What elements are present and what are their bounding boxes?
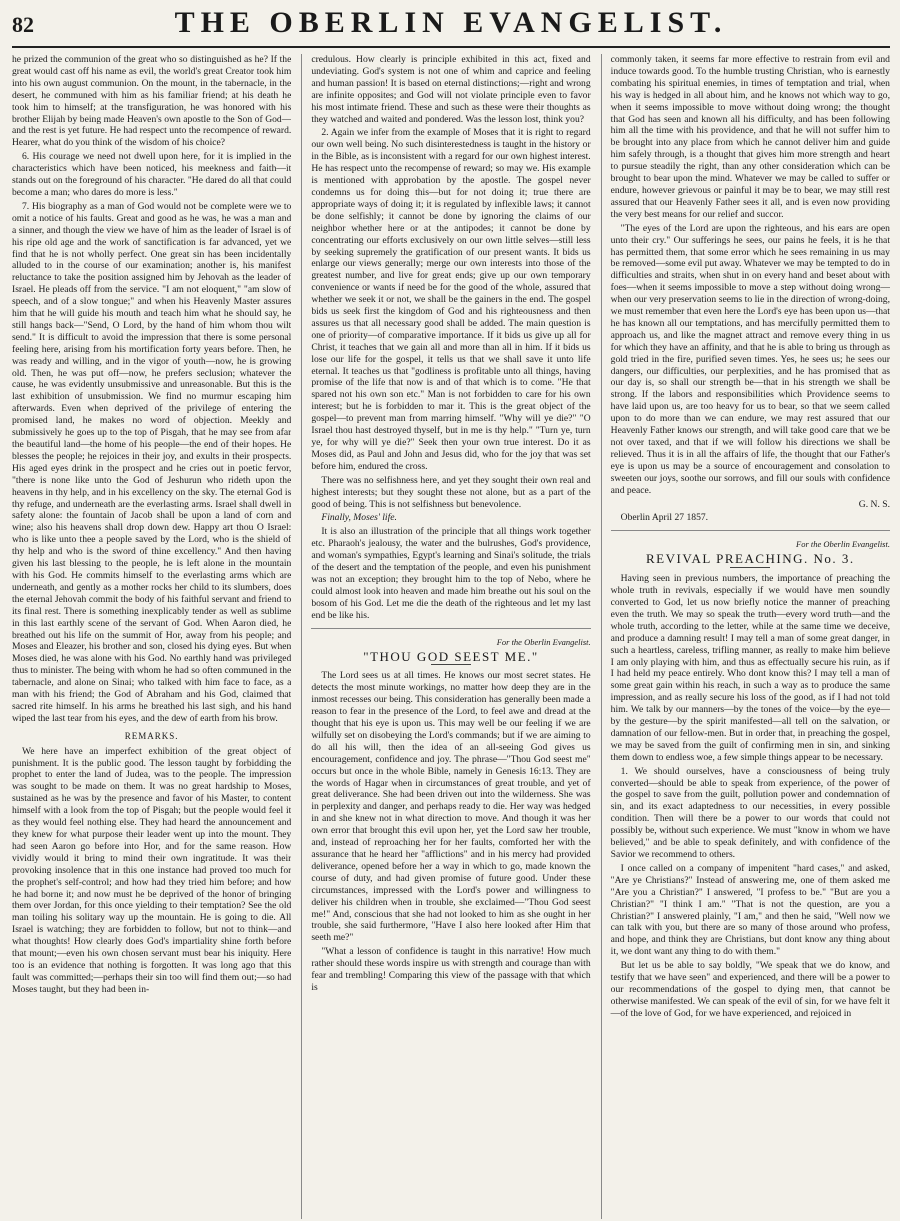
paragraph: I once called on a company of impenitent "hard cases," and asked, "Are ye Christians?" Instead of answering me, one of them asked me "Are you a Christian?" I answered, "I profess to be." "But are you a Christian?" "I think I am." "That is not the question, are you a Christian?" I answered plainly, "I am," and then he said, "Well now we can talk with you, but there are so many of those around who profess, and hope, and think they are Christians, but dont know any thing about it, we dont want any thing to do with them." [610, 862, 890, 958]
paragraph: 1. We should ourselves, have a consciousness of being truly converted—should be able to speak from experience, of the power of the gospel to save from the guilt, pollution power and condemnation of sin, and its exact adaptedness to our necessities, in every possible condition. Then will there be a power to our words that could not possibly be, without such experience. We must "know in whom we have believed," and be able to speak definitely, and with confidence of the Savior we recommend to others. [610, 765, 890, 860]
masthead [12, 6, 890, 48]
paragraph: The Lord sees us at all times. He knows our most secret states. He detects the most minute workings, no matter how deep they are in the inmost recesses our being. This consideration has generally been made a reason to fear in the presence of the Lord, to feel awe and dread at the thought that his eye is upon us. This may well be our feeling if we are wilfully set on disobeying the Lord's commands; but if we are aiming to do all his will, then the idea of an all-seeing God gives us encouragement, confidence and joy. The phrase—"Thou God seest me" occurs but once in the whole Bible, namely in Genesis 16:13. They are the words of Hagar when in circumstances of great trouble, and yet of great deliverance. She had been driven out into the wilderness. She was in perplexity and danger, and perhaps ready to die. Her way was hedged in and she knew not in what direction to move. And though it was her own error that brought this evil upon her, yet the Lord saw her trouble, and, instead of reproaching her for her faults, comforted her with the assurance that he heard her "afflictions" and in his mercy had provided deliverance, opened before her a way in which to go, made known the course of duty, and had given promise of future good. Under these circumstances, impressed with the Lord's power and willingness to deliver his children when in trouble, she exclaimed—"Thou God seest me!" And, conscious that she had not looked to him as she ought in her trouble, she said furthermore, "Have I also here looked after Him that seeth me?" [311, 670, 591, 944]
column-3 [601, 54, 890, 1219]
paragraph: he prized the communion of the great who so distinguished as he? If the great would cast off his name as evil, the world's great Creator took him into his own august communion. On the mount, in the tabernacle, in the desert, he communed with him as his familiar friend; at his death he took him to himself; at the transfiguration, he was honored with his brother Elijah by being made Heaven's own apostle to the Son of God—and the rest is yet future. He had respect unto the recompence of reward. Hearer, what do you think of the wisdom of his choice? [12, 54, 292, 149]
signature: G. N. S. [858, 498, 890, 510]
article-title: REVIVAL PREACHING. No. 3. [645, 551, 855, 567]
paragraph: 6. His courage we need not dwell upon here, for it is implied in the characteristics which have been noticed, his meekness and faith—it stands out on the foreground of his character. "He dared do all that could become a man; who dares do more is less." [12, 151, 292, 198]
page-number: 82 [12, 12, 34, 37]
paragraph: There was no selfishness here, and yet they sought their own real and highest interests; but they sought these not alone, but as a part of the good of being. This is not selfishness but benevolence. [311, 474, 591, 510]
divider [611, 530, 890, 531]
paper-title: THE OBERLIN EVANGELIST. [174, 6, 728, 39]
paragraph: 7. His biography as a man of God would not be complete were we to omit a notice of his faults. Great and good as he was, he was a man and a sinner, and though the view we have of him as the leader of Israel is of his ripe old age and the work of sanctification is far advanced, yet we find that he is not wholly perfect. One great sin has been incidentally alluded to in the course of our examination; another is, his manifest reluctance to take the position assigned him by Jehovah as the leader of Israel. He pleads off from the service. "I am not eloquent," "am slow of speech, and of a slow tongue;" and when his Heavenly Master assures him that he will guide his mouth and teach him what he should say, he still hangs back—"Send, O Lord, by the hand of him whom thou wilt send." It is difficult to avoid the impression that there is some personal feeling here, arising from his mortification forty years before. Then, he was ready and willing, and in the vigor of youth—now, he is growing old. Then, he was put off—now, he prefers seclusion; whatever the cause, he was evidently unsubmissive and unreasonable. But this is the last exhibition of unsubmission. We find no murmur escaping him afterwards. Even when deprived of the privilege of entering the promised land, he makes no word of objection. Meekly and submissively he goes up to the top of Pisgah, that he may see from afar the beautiful land—the home of his people—the end of their hopes. He blesses the people; he rejoices in their joy, and exults in their prospects. His aged eyes drink in the prospect and he cries out in poetic fervor, "there is none like unto the God of Jeshurun who rideth upon the heavens in thy help, and in his excellency on the sky. The eternal God is thy refuge, and underneath are the everlasting arms. Israel shall dwell in safety alone: the fountain of Jacob shall be upon a land of corn and wine; also his heavens shall drop down dew. Happy art thou O Israel: who is like unto thee a people saved by the Lord, who is the shield of thy help and who is the sword of thine excellency." And then having given his last blessing to the people, he is left alone in the mountain with his God. He commits himself to the everlasting arms which are underneath, and gently as a mother rocks her child to its slumbers, does the eternal Jehovah commit the body of his faithful servant and friend to its final rest. There is something inexplicably tender as well as sublime in this last earthly scene of the servant of God. When Aaron died, he breathed out his life on the summit of Hor, away from his people; and Moses and Eleazer, his brother and son, closed his dying eyes. But when Moses died, he was alone with his God. No earthly hand was privileged thus to minister. The being with whom he had so often communed in the tabernacle, and alone on Sinai; who talked with him face to face, as a man with his friend; the God of Abraham and his God, claimed that sacred rite himself. In his arms he breathed his last sigh, and his hand wiped the last tear from his eyes, and the dew of earth from his brow. [12, 200, 292, 724]
column-1 [12, 54, 291, 1219]
paragraph: "The eyes of the Lord are upon the righteous, and his ears are open unto their cry." Our sufferings he sees, our pains he feels, it is he that has permitted them, that some error which he sees remaining in us may be removed—some evil put away. Whatever we may be tempted to do in difficulties and straits, when shut in on every hand and beset about with foes—when it seems impossible to move a step without doing wrong—when our very preservation seems to lie in the direction of wrong-doing, we must remember that even here the Lord's eye has been upon us—that he has known all our temptations, and has mercifully permitted them to approach us, and like the magnet attract and remove every thing in us for which they have an affinity, and that he is able to bring us through as gold tried in the fire, purified seven times. Yes, he sees us; he sees our dangers, our difficulties, our perplexities, and he has promised that as our day is, so shall our strength be—that in his strength we shall be strong. If the labors and responsibilities which Providence seems to have laid upon us, are too heavy for us to bear, so that we seem called upon to do more than we can endure, we may rest assured that our Heavenly Father knows our strength, and will take good care that we be not over taxed, and that if we will follow his directions we shall be relieved. Thus it is in all the affairs of life, the thought that our Father's eye is upon us may be a source of encouragement and consolation to sweeten our joys, soothe our sorrows, and fill our souls with confidence and peace. [610, 222, 890, 496]
columns [12, 54, 890, 1219]
column-2 [301, 54, 590, 1219]
paragraph: "What a lesson of confidence is taught in this narrative! How much rather should these words inspire us with strength and courage than with fear and trembling! Comparing this view of the passage with that which is [311, 946, 591, 993]
paragraph: Having seen in previous numbers, the importance of preaching the whole truth in revivals, especially if we would have men soundly converted to God, let us now briefly notice the manner of preaching even the truth. We may so speak the truth—every word truth—and the whole truth, according to the letter, while at the same time we deceive, and produce a damning result! I may tell a man of some great danger, in such a heartless, careless, trifling manner, as really to make him believe I am only playing with him, and thus as effectually secure his ruin, as if I had held my peace entirely. Who dont know this? I may tell a man of some great gain within his reach, in such a way as to produce the same impression, and as really secure his loss of the good, as if I had not told him. We talk by our manners—by the tones of the voice—by the eye—by the gesture—by the spirit manifested—all tell on the salvation, or damnation of our fellow-men. But in order that, in preaching the gospel, we may be saved from the guilt of confirming men in sin, and sinking them down to endless woe, a few simple things appear to be necessary. [610, 573, 890, 763]
remarks-heading: REMARKS. [124, 730, 179, 741]
paragraph: We here have an imperfect exhibition of the great object of punishment. It is the public good. The lesson taught by forbidding the prophet to enter the land of Judea, was to the people. The impression was sought to be made on them. It was no great hardship to Moses, sustained as he was by the presence and favor of his Master, to content himself with a look from the top of Pisgah; but the people would feel it as they would feel nothing else. They had heard the announcement and they knew for what purpose their leader went up into the mount. They had seen Aaron go before into Hor, and for the same reason. How vividly would it bring to mind their own ingratitude. It was their provoking insolence that in this one instance had proved too much for the prophet's self-control; and how had they tried him before; and how he had borne it; and now must he be deprived of the honor of bringing them over Jordan, for this once yielding to their temptation? See the old man toiling his solitary way up the mountain. He is going to die. All Israel is watching; they are forbidden to follow, but not to think—and what thoughts! How clearly does God's impartiality shine forth before that mount;—even his own chosen servant must bear his iniquity. Here too is an evidence that nothing is forgotten. It was long ago that this fault was committed;—perhaps their sin too will find them out;—so had Moses taught, but they had been in- [12, 745, 292, 995]
paragraph: 2. Again we infer from the example of Moses that it is right to regard our own well being. No such disinterestedness is taught in the history or in the Bible, as is inconsistent with a regard for our own highest interest. He has respect unto the recompense of reward; so may we. His example is mentioned with approbation by the apostle. The gospel never condemns us for doing this—but for not doing it; true there are appropriate ways of doing it; it is regulated by inflexible laws; it cannot be done selfishly; it cannot be done by ignoring the claims of our neighbor whether here or at the antipodes; it cannot be done by concentrating our efforts exclusively on our own little selves—still less by seeking supremely the gratification of our present wants. It bids us enlarge our views generally; merge our own interests into those of the greatest number, and live for great ends; give up our own temporary convenience or wants if need be for the good of the whole, assured that whether we seek it or not, we shall be the gainers in the end. The gospel bids us seek first the kingdom of God and his righteousness and then assures us that all necessary good shall be added. The main question is one of priority—of comparative importance. If it bids us give up all for Christ, it teaches that we gain all and more than all in him. If it bids us lose our life for the gospel, it tells us that we shall save it unto life eternal. It teaches us that "godliness is profitable unto all things, having promise of the life that now is and of that which is to come. "He that spared not his own son etc." Man is not forbidden to care for his own interest; but he is forbidden to mar it. This is the great object of the gospel—to prevent man from marring himself. "Why will ye die?" "O Israel thou hast destroyed thyself, but in me is thy help." "Turn ye, turn ye, for why will ye die?" Seek then your own true interest. Do it as Moses did, as Paul and John and Jesus did, who for the joy that was set before him, endured the cross. [311, 127, 591, 472]
paragraph: credulous. How clearly is principle exhibited in this act, fixed and undeviating. God's system is not one of whim and caprice and feeling and human passion! It is based on eternal distinctions;—right and wrong are infinite opposites; and God will not violate principle even to favor his most intimate friend. These and such as these were their thoughts as they watched and waited and pondered. Was the lesson lost, think you? [311, 54, 591, 125]
dateline: Oberlin April 27 1857. [620, 512, 709, 524]
subheading: Finally, Moses' life. [321, 512, 397, 524]
divider [311, 628, 590, 629]
article-title: "THOU GOD SEEST ME." [363, 648, 539, 664]
paragraph: It is also an illustration of the principle that all things work together etc. Pharaoh's jealousy, the water and the bulrushes, God's providence, and woman's sympathies, Egypt's learning and Sinai's solitude, the trials of the desert and the temptation of the people, and even his punishment was not an exception; they brought him to the top of Nebo, where he could almost look into heaven and made him breathe out his soul on the bosom of his God. Let me die the death of the righteous and let my last end be like his. [311, 526, 591, 621]
paragraph: commonly taken, it seems far more effective to restrain from evil and induce towards good. To the humble trusting Christian, who is earnestly combating his spiritual enemies, in times of temptation and trial, when his way is hedged in all about him, and he knows not which way to go, when it seems impossible to move without doing wrong; the thought that God has seen and known all his difficulty, and has been following him all the time with his providence, and that he will not suffer him to be brought into any place from which he cannot deliver him and guide him safely through, is a thought that gives him more strength and heart to pursue steadily the right, than any other consideration which can be brought to bear upon the mind. Whatever we may be called to suffer or endure, however grievous or painful it may be to bear, we may still rest assured that our Heavenly Father sees it all, and is even now providing the very best means for our relief and succor. [610, 54, 890, 220]
title-rule [431, 664, 471, 665]
paragraph: But let us be able to say boldly, "We speak that we do know, and testify that we have seen" and experienced, and there will be a power to our recommendations of the gospel to dying men, that cannot be otherwise manifested. We can speak of the evil of sin, for we have felt it—of the love of God, for we have experienced, and rejoiced in [610, 960, 890, 1019]
article-byline: For the Oberlin Evangelist. [796, 539, 890, 550]
title-rule [730, 567, 770, 568]
article-byline: For the Oberlin Evangelist. [496, 636, 591, 647]
